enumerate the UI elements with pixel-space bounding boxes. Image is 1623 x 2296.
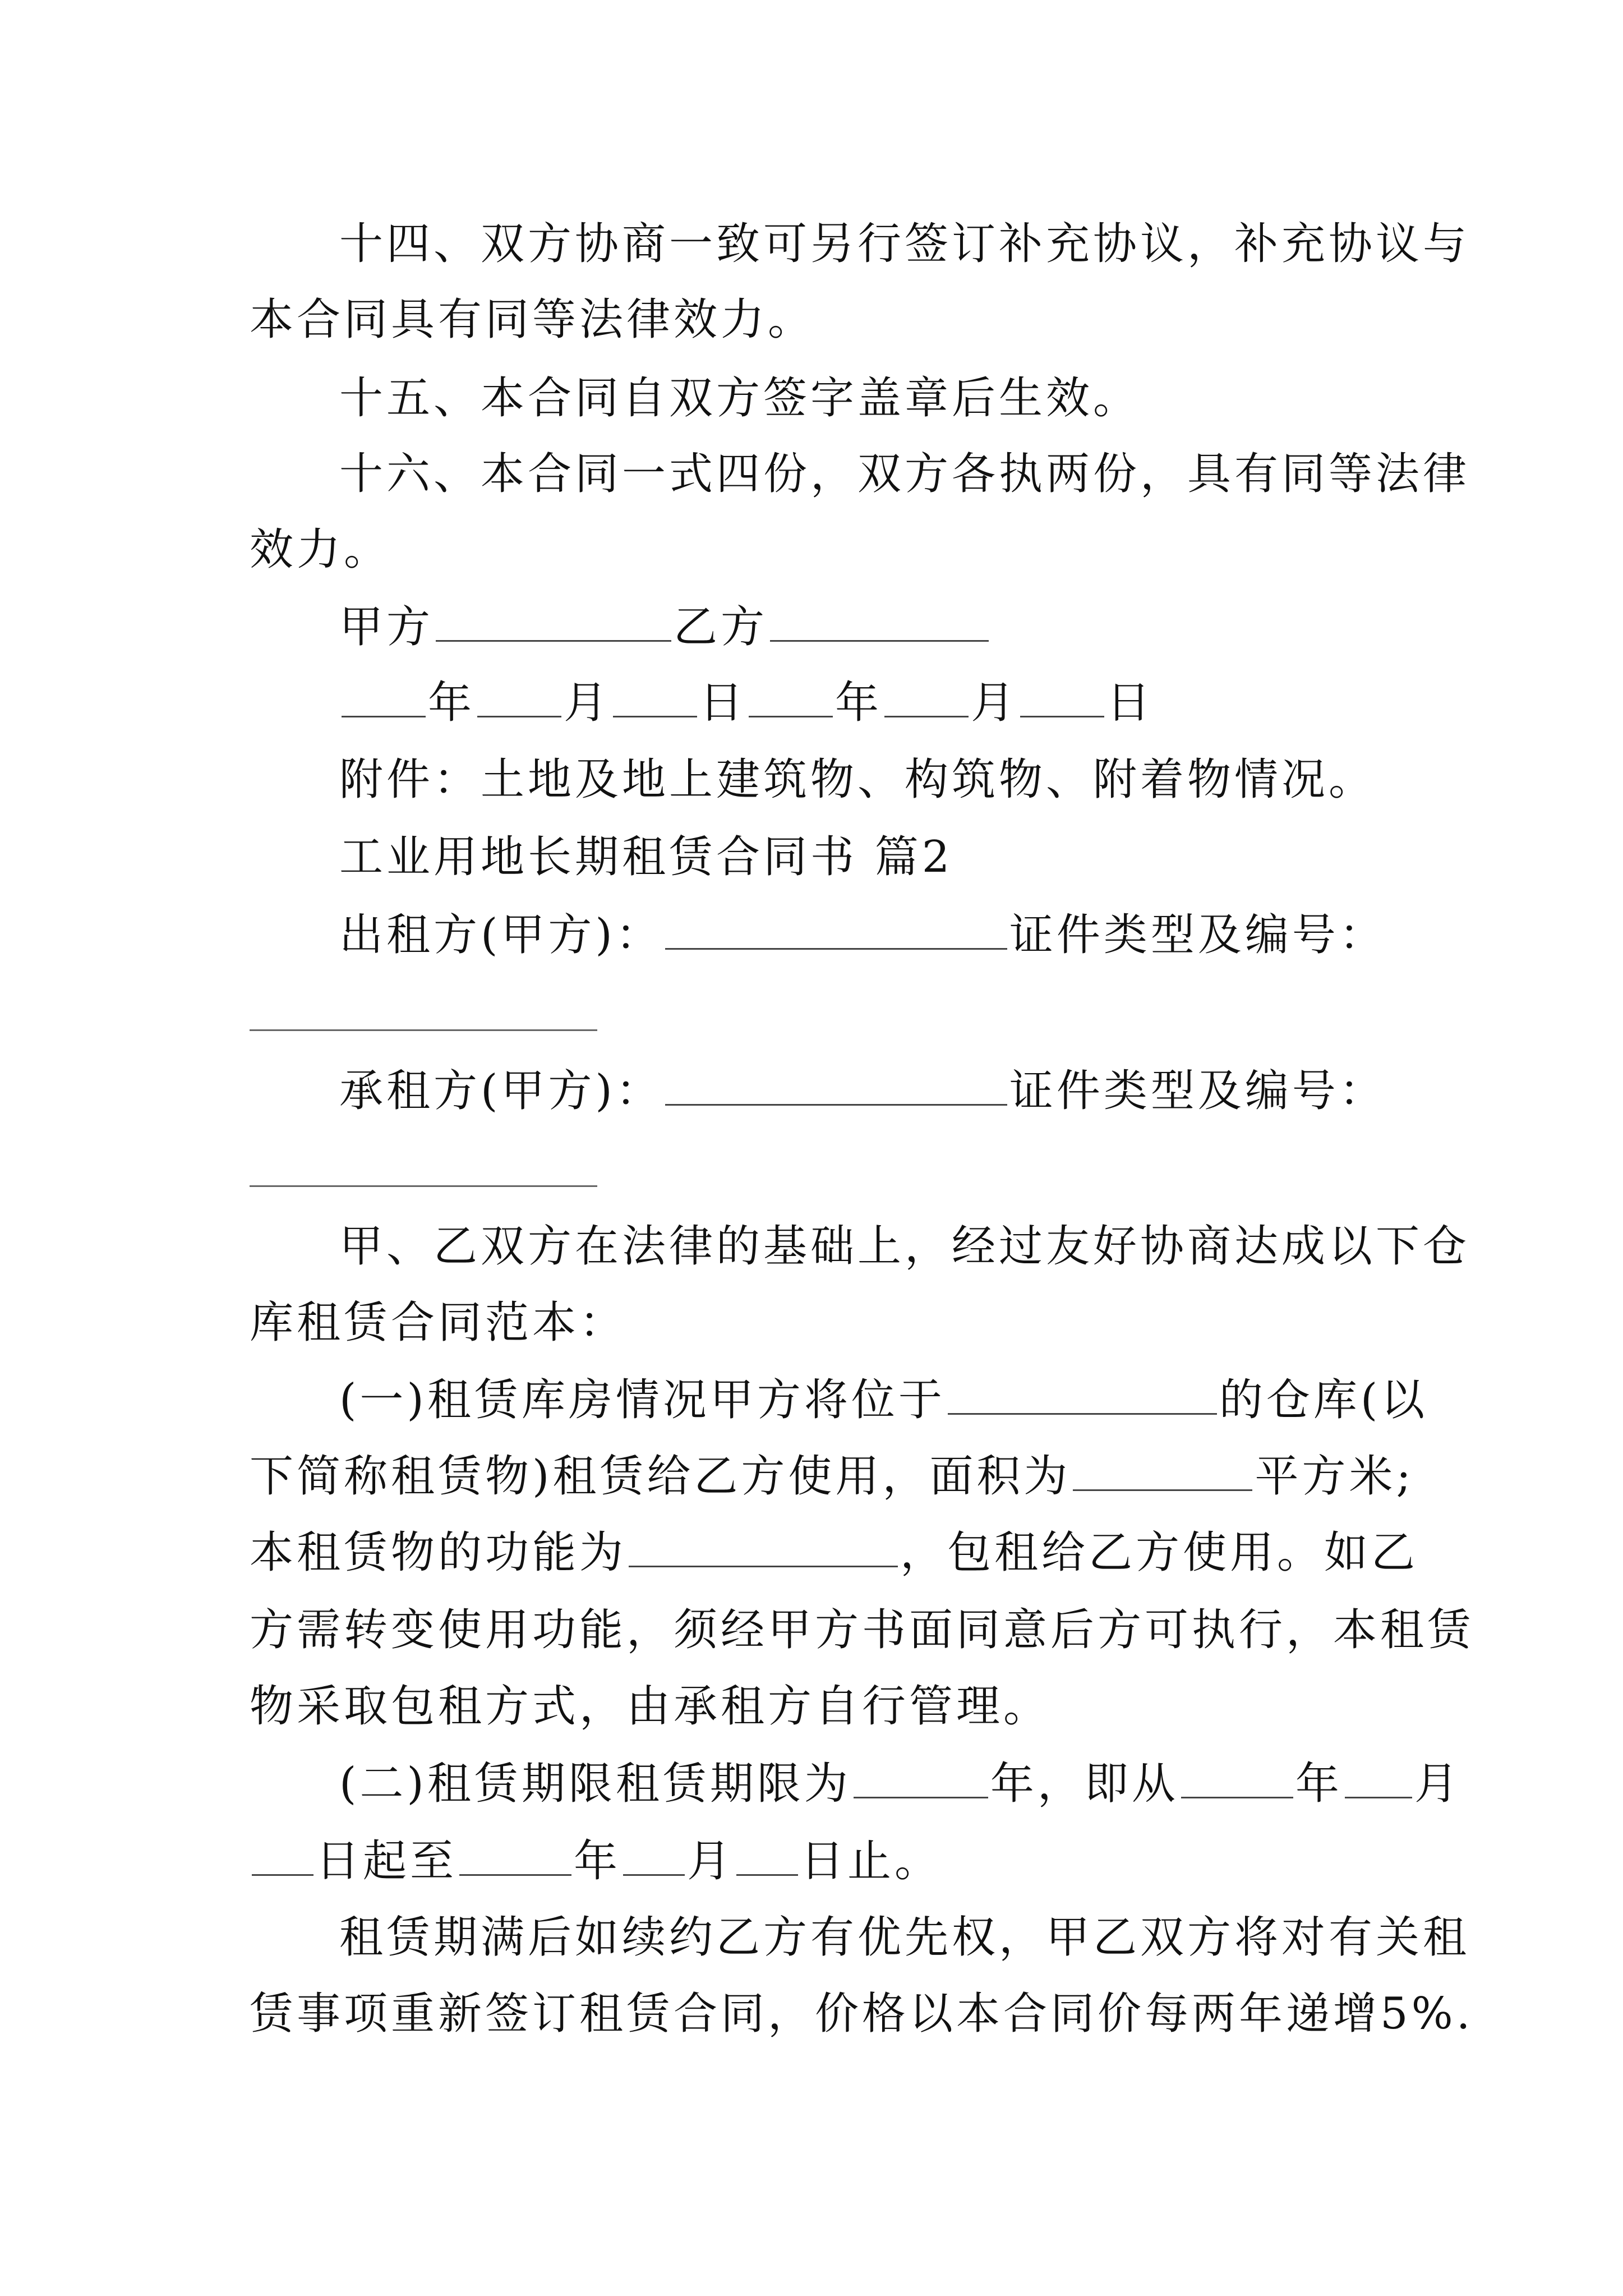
clause-14-line-1: 十四、双方协商一致可另行签订补充协议，补充协议与 [339,219,1470,269]
term-years-blank [854,1757,988,1798]
attachment-note: 附件：土地及地上建筑物、构筑物、附着物情况。 [339,754,1376,805]
intro-line-1: 甲、乙双方在法律的基础上，经过友好协商达成以下仓 [339,1221,1470,1272]
clause-2-text: 月 [1414,1759,1461,1809]
location-blank [948,1374,1217,1415]
date-blank [613,677,697,717]
lessor-line [339,907,1386,963]
signature-date-line [339,675,1154,731]
date-year-label: 年 [835,678,883,728]
clause-2-text: (二)租赁期限租赁期限为 [339,1759,851,1809]
date-blank [749,677,833,717]
date-blank [477,677,561,717]
clause-2-text: 月 [687,1836,735,1887]
date-blank [884,677,969,717]
date-day-label: 日 [699,678,747,728]
id-label: 证件类型及编号： [1009,1066,1386,1116]
clause-2-text: 日起至 [316,1836,458,1887]
clause-1-text: (一)租赁库房情况甲方将位于 [339,1375,946,1425]
clause-2-line-1 [339,1756,1461,1812]
clause-1-text: 平方米; [1255,1451,1414,1502]
start-day-blank [252,1835,313,1876]
clause-14-line-2: 本合同具有同等法律效力。 [250,295,815,345]
clause-16-line-1: 十六、本合同一式四份，双方各执两份，具有同等法律 [339,449,1470,499]
date-year-label: 年 [428,678,476,728]
renewal-line-1: 租赁期满后如续约乙方有优先权，甲乙双方将对有关租 [339,1912,1470,1963]
id-label: 证件类型及编号： [1009,910,1386,960]
lessee-id-blank [250,1185,597,1187]
clause-1-text: ，包租给乙方使用。如乙 [900,1527,1419,1578]
clause-1-line-1 [339,1372,1428,1428]
start-month-blank [1345,1757,1412,1798]
function-blank [629,1526,898,1567]
party-a-blank [436,601,671,642]
lessor-label: 出租方(甲方)： [339,910,663,960]
date-blank [1020,677,1104,717]
party-b-label: 乙方 [674,602,768,652]
end-day-blank [736,1835,798,1876]
lessor-id-blank [250,1029,597,1031]
lessor-blank [665,909,1007,950]
clause-2-text: 日止。 [800,1836,942,1887]
intro-line-2: 库租赁合同范本： [250,1297,627,1348]
end-year-blank [459,1835,571,1876]
date-month-label: 月 [971,678,1018,728]
clause-1-text: 的仓库(以 [1219,1375,1428,1425]
party-a-label: 甲方 [339,602,434,652]
renewal-line-2: 赁事项重新签订租赁合同，价格以本合同价每两年递增5%. [250,1989,1474,2039]
lessee-blank [665,1065,1007,1106]
lessee-line [339,1063,1386,1119]
clause-15: 十五、本合同自双方签字盖章后生效。 [339,373,1141,424]
clause-1-line-3 [250,1525,1418,1581]
clause-1-text: 本租赁物的功能为 [250,1527,627,1578]
clause-1-line-5: 物采取包租方式，由承租方自行管理。 [250,1681,1051,1732]
clause-1-line-2 [250,1448,1414,1504]
signature-line [339,599,991,655]
clause-2-text: 年 [1295,1759,1343,1809]
date-day-label: 日 [1106,678,1154,728]
clause-16-line-2: 效力。 [250,524,391,575]
end-month-blank [623,1835,685,1876]
party-b-blank [770,601,989,642]
clause-1-line-4: 方需转变使用功能，须经甲方书面同意后方可执行，本租赁 [250,1605,1475,1655]
clause-2-line-2 [250,1833,942,1889]
clause-2-text: 年，即从 [990,1759,1179,1809]
section-2-title: 工业用地长期租赁合同书 篇2 [339,832,953,882]
date-blank [342,677,426,717]
date-month-label: 月 [564,678,611,728]
lessee-label: 承租方(甲方)： [339,1066,663,1116]
start-year-blank [1181,1757,1293,1798]
clause-1-text: 下简称租赁物)租赁给乙方使用，面积为 [250,1451,1071,1502]
area-blank [1073,1450,1252,1491]
clause-2-text: 年 [574,1836,621,1887]
